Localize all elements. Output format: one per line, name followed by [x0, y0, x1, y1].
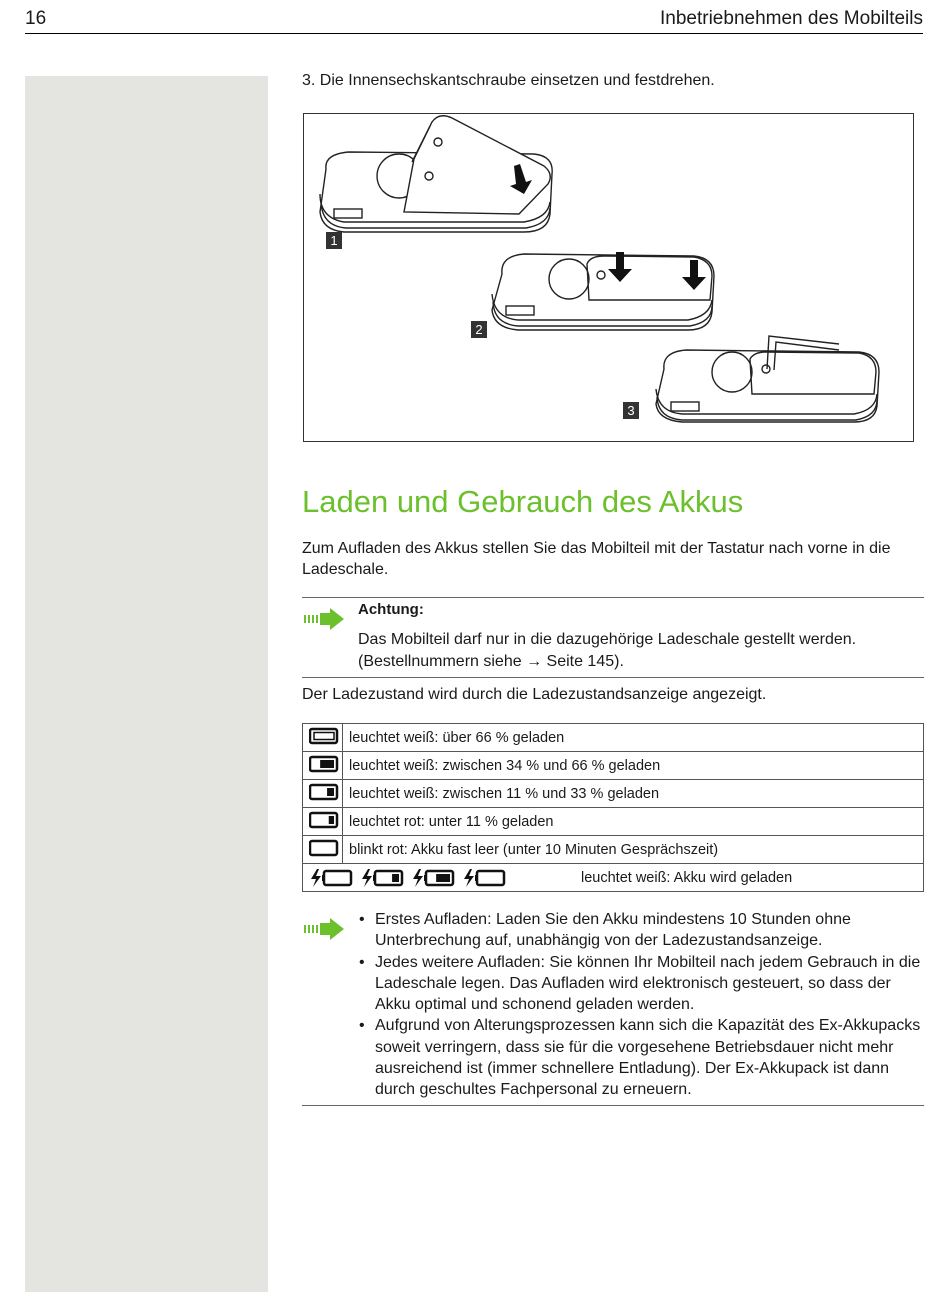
battery-icon	[309, 838, 341, 858]
battery-icon-cell	[303, 752, 343, 780]
note-title: Achtung:	[358, 601, 424, 618]
note-line-1: Das Mobilteil darf nur in die dazugehörige Ladeschale gestellt werden.	[358, 631, 857, 648]
battery-status-text: leuchtet weiß: zwischen 11 % und 33 % geladen	[343, 780, 924, 808]
battery-outline	[310, 841, 337, 855]
battery-row	[303, 780, 924, 808]
bolt-icon	[311, 869, 321, 887]
charging-battery-icon	[462, 868, 508, 888]
battery-icon-cell	[303, 724, 343, 752]
bullet-item: • Erstes Aufladen: Laden Sie den Akku mindestens 10 Stunden ohne Unterbrechung auf, unabhängig von der Ladezustandsanzeige.	[358, 909, 924, 952]
battery-fill	[327, 788, 334, 796]
handset-illustration	[304, 114, 915, 443]
battery-icon-cell	[303, 780, 343, 808]
note-line-2: (Bestellnummern siehe → Seite 145).	[358, 653, 624, 670]
section-heading: Laden und Gebrauch des Akkus	[302, 484, 744, 519]
charging-text: leuchtet weiß: Akku wird geladen	[581, 870, 793, 886]
battery-tip	[309, 817, 311, 823]
charging-battery-icon	[411, 868, 457, 888]
step-3-text: 3. Die Innensechskantschraube einsetzen und festdrehen.	[302, 72, 715, 89]
battery-tip	[309, 733, 311, 739]
bullet-item: • Jedes weitere Aufladen: Sie können Ihr Mobilteil nach jedem Gebrauch in die Ladeschale legen. Das Aufladen wird elektronisch gesteuert, so dass der Akku optimal und schonend geladen werden.	[358, 952, 924, 1016]
charging-row	[303, 864, 924, 892]
attention-note	[302, 597, 924, 678]
battery-tip	[309, 761, 311, 767]
side-margin-panel	[25, 76, 268, 1292]
battery-icon	[309, 726, 341, 746]
bolt-icon	[413, 869, 423, 887]
intro-paragraph: Zum Aufladen des Akkus stellen Sie das Mobilteil mit der Tastatur nach vorne in die Ladeschale.	[302, 540, 891, 578]
bolt-icon	[362, 869, 372, 887]
assembly-illustration	[303, 113, 914, 442]
battery-fill	[436, 874, 450, 882]
note-arrow-icon	[302, 918, 346, 940]
battery-icon-cell	[303, 808, 343, 836]
note-arrow-icon	[302, 608, 346, 630]
status-intro: Der Ladezustand wird durch die Ladezustandsanzeige angezeigt.	[302, 686, 767, 703]
battery-row	[303, 752, 924, 780]
charging-battery-icon	[309, 868, 355, 888]
battery-icon	[309, 754, 341, 774]
battery-fill	[320, 760, 334, 768]
battery-status-table	[302, 723, 924, 892]
battery-fill	[329, 816, 334, 824]
battery-tip	[475, 875, 478, 881]
bolt-icon	[464, 869, 474, 887]
running-title: Inbetriebnehmen des Mobilteils	[660, 8, 923, 29]
battery-status-text: leuchtet weiß: zwischen 34 % und 66 % geladen	[343, 752, 924, 780]
charging-cell	[303, 864, 924, 892]
handset-step-3	[656, 336, 879, 422]
battery-status-text: leuchtet weiß: über 66 % geladen	[343, 724, 924, 752]
charging-battery-icon	[360, 868, 406, 888]
battery-icon-cell	[303, 836, 343, 864]
battery-row	[303, 836, 924, 864]
page-header	[25, 6, 923, 34]
battery-status-text: blinkt rot: Akku fast leer (unter 10 Minuten Gesprächszeit)	[343, 836, 924, 864]
battery-tip	[322, 875, 325, 881]
bullet-item: • Aufgrund von Alterungsprozessen kann sich die Kapazität des Ex-Akkupacks soweit verringern, dass sie für die vorgesehene Betriebsdauer nicht mehr ausreichend ist (immer schnellere Entladung). Der Ex-Akkupack ist dann durch geschultes Fachpersonal zu erneuern.	[358, 1015, 924, 1100]
battery-icon	[309, 810, 341, 830]
info-note	[302, 908, 924, 1106]
step-label-3: 3	[627, 403, 635, 418]
battery-tip	[309, 789, 311, 795]
step-label-1: 1	[330, 233, 338, 248]
battery-status-text: leuchtet rot: unter 11 % geladen	[343, 808, 924, 836]
battery-tip	[424, 875, 427, 881]
step-label-2: 2	[475, 322, 483, 337]
battery-row	[303, 808, 924, 836]
battery-fill	[392, 874, 399, 882]
battery-fill	[480, 874, 501, 882]
battery-icon	[309, 782, 341, 802]
charging-icons	[309, 868, 513, 892]
battery-tip	[309, 845, 311, 851]
battery-row	[303, 724, 924, 752]
battery-outline	[324, 871, 351, 885]
handset-step-2	[492, 254, 714, 330]
info-bullet-list	[358, 909, 924, 1101]
note-body	[358, 629, 918, 673]
page-number: 16	[25, 8, 47, 29]
battery-tip	[373, 875, 376, 881]
